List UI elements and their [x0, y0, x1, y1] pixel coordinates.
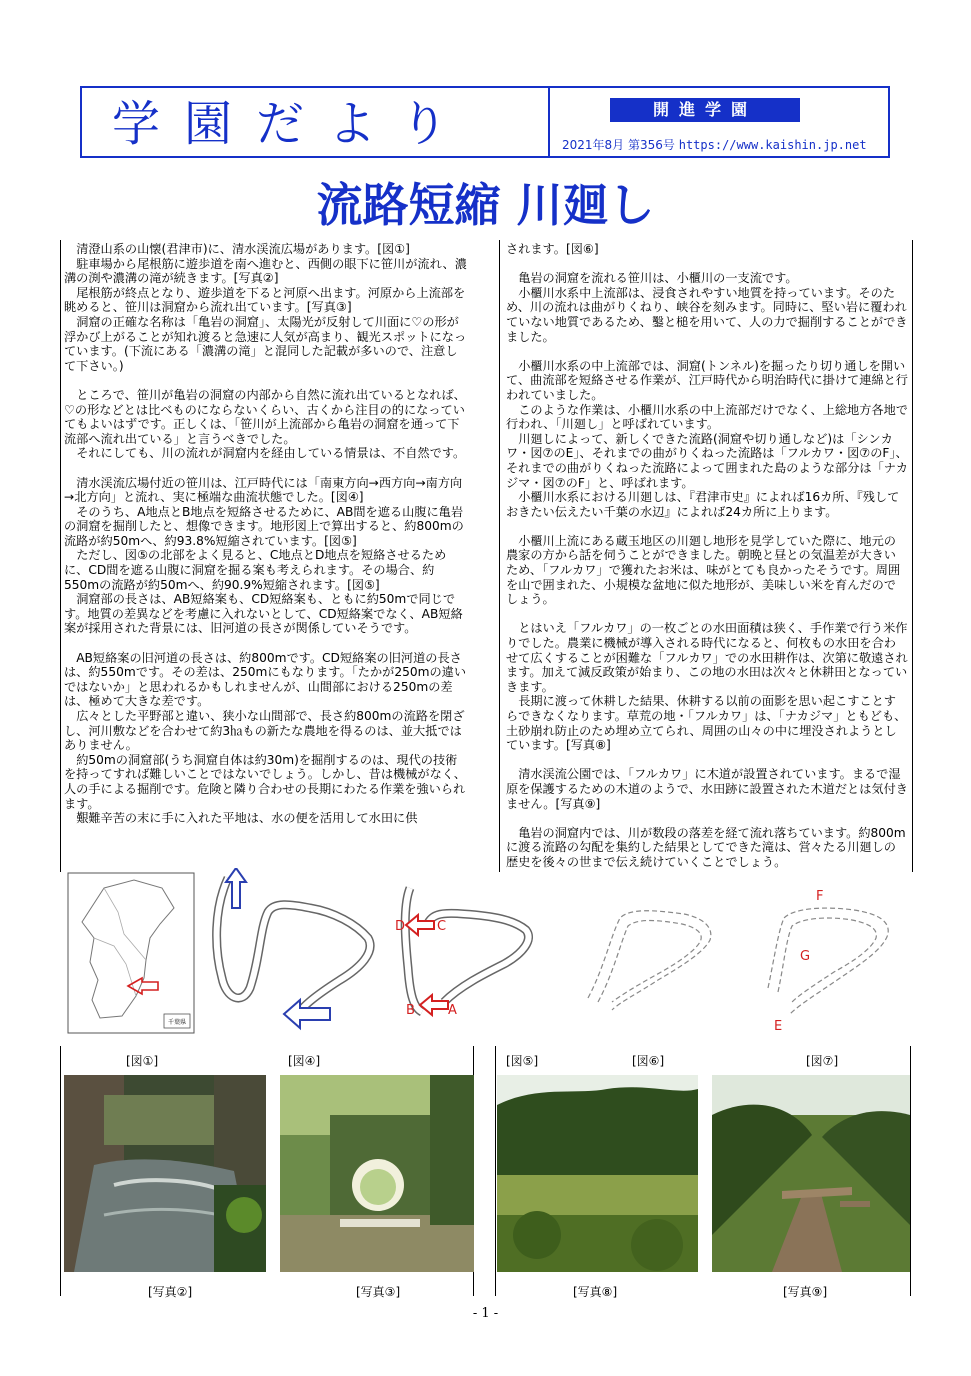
paragraph-spacer [64, 636, 469, 651]
paragraph: 小櫃川水系中上流部は、浸食されやすい地質を持っています。そのため、川の流れは曲がりくねり、峡谷を刻みます。同時に、堅い岩に覆われていない地質であるため、鑿と槌を用いて、人の力で掘削することができました。 [506, 285, 908, 344]
paragraph: 亀岩の洞窟内では、川が数段の落差を経て流れ落ちています。約800mに渡る流路の勾配を集約した結果としてできた滝は、営々たる川廻しの歴史を後々の世まで伝え続けていくことでしょう。 [506, 825, 906, 869]
paragraph: 亀岩の洞窟を流れる笹川は、小櫃川の一支流です。 [518, 271, 798, 286]
paragraph: 尾根筋が終点となり、遊歩道を下ると河原へ出ます。河原から上流部を眺めると、笹川は洞窟から流れ出ています。[写真③] [64, 285, 466, 315]
caption-photo-3: [写真③] [356, 1285, 401, 1299]
figure-4-meander [217, 868, 371, 1028]
paragraph: ただし、図⑤の北部をよく見ると、C地点とD地点を短絡させるために、CD間を遮る山腹に洞窟を掘る案も考えられます。その場合、約550mの流路が約50mへ、約90.9%短縮されます。[図⑤] [64, 548, 447, 592]
masthead [80, 86, 890, 158]
figure-6-old-channel [588, 911, 711, 1010]
caption-figure-6: [図⑥] [632, 1054, 665, 1068]
caption-figure-4: [図④] [288, 1054, 321, 1068]
paragraph-spacer [506, 257, 908, 272]
paragraph: 小櫃川水系における川廻しは、『君津市史』によれば16カ所、『残しておきたい伝えたい千葉の水辺』によれば24カ所に上ります。 [506, 490, 900, 519]
paragraph-spacer [506, 753, 908, 768]
figure-7-kawamawashi-terms [768, 889, 888, 1034]
paragraph: ところで、笹川が亀岩の洞窟の内部から自然に流れ出ているとなれば、♡の形などとは比べものにならないくらい、古くから注目の的になっていてもよいはずです。正しくは、「笹川が上流部から亀岩の洞窟を通って下流部へ流れ出ている」と言うべきでした。 [64, 387, 466, 446]
column-rule-right [912, 240, 913, 872]
caption-photo-2: [写真②] [148, 1285, 193, 1299]
issue-number: 2021年8月 第356号 [562, 138, 675, 152]
paragraph: このような作業は、小櫃川水系の中上流部だけでなく、上総地方各地で行われ、「川廻し」と呼ばれています。 [506, 402, 908, 432]
photo-rule-left [60, 1046, 61, 1296]
caption-photo-9: [写真⑨] [783, 1285, 828, 1299]
photo-3-cave-outlet [280, 1075, 474, 1272]
paragraph: 洞窟の正確な名称は「亀岩の洞窟」、太陽光が反射して川面に♡の形が浮かび上がることが知れ渡ると急速に人気が高まり、観光スポットになっています。(下流にある「濃溝の滝」と混同した記載が多いので、注意して下さい。) [64, 314, 467, 373]
paragraph-spacer [64, 373, 469, 388]
paragraph: それにしても、川の流れが洞窟内を経由している情景は、不自然です。 [76, 446, 466, 461]
paragraph: 洞窟部の長さは、AB短絡案も、CD短絡案も、ともに約50mで同じです。地質の差異などを考慮に入れないとして、CD短絡案でなく、AB短絡案が採用された背景には、旧河道の長さが関係していそうです。 [64, 592, 463, 636]
label-b: B [406, 1003, 415, 1018]
paragraph: 小櫃川水系の中上流部では、洞窟(トンネル)を掘ったり切り通しを開いて、曲流部を短絡させる作業が、江戸時代から明治時代に掛けて連綿と行われていました。 [506, 358, 908, 402]
paragraph: そのうち、A地点とB地点を短絡させるために、AB間を遮る山腹に亀岩の洞窟を掘削したと、想像できます。地形図上で算出すると、約800mの流路が約50mへ、約93.8%短縮されています。[図⑤] [64, 504, 464, 548]
page-number: - 1 - [472, 1306, 499, 1321]
map-legend-label: 千葉県 [167, 1019, 187, 1026]
paragraph: 駐車場から尾根筋に遊歩道を南へ進むと、西側の眼下に笹川が流れ、濃溝の渕や濃溝の滝が続きます。[写真②] [64, 256, 467, 286]
label-c: C [437, 919, 447, 934]
paragraph: 長期に渡って休耕した結果、休耕する以前の面影を思い起こすことすらできなくなります。草荒の地・「フルカワ」は、「ナカジマ」ともども、土砂崩れ防止のため埋め立てられ、周囲の山々の中に埋没されようとしています。[写真⑧] [506, 694, 907, 753]
paragraph: AB短絡案の旧河道の長さは、約800mです。CD短絡案の旧河道の長さは、約550mです。その差は、250mにもなります。「たかが250mの違いではないか」と思われるかもしれませんが、山間部における250mの差は、極めて大きな差です。 [64, 650, 467, 709]
caption-figure-7: [図⑦] [806, 1054, 839, 1068]
paragraph: 清水渓流広場付近の笹川は、江戸時代には「南東方向→西方向→南方向→北方向」と流れ、実に極端な曲流状態でした。[図④] [64, 475, 463, 505]
label-g: G [800, 949, 811, 964]
paragraph: 川廻しによって、新しくできた流路(洞窟や切り通しなど)は「シンカワ・図⑦のE」、それまでの曲がりくねった流路は「フルカワ・図⑦のF」、それまでの曲がりくねった流路によって囲まれた島のような部分は「ナカジマ・図⑦のF」と、呼ばれます。 [506, 431, 908, 490]
column-rule-left [60, 240, 61, 872]
caption-figure-1: [図①] [126, 1054, 159, 1068]
figure-1-map [68, 873, 194, 1033]
paragraph-spacer [506, 344, 908, 359]
flow-in-arrow-icon [226, 868, 246, 908]
paragraph: されます。[図⑥] [506, 242, 599, 256]
label-d: D [395, 919, 406, 934]
masthead-divider [548, 88, 550, 156]
label-a: A [448, 1003, 457, 1018]
paragraph-spacer [506, 519, 908, 534]
paragraph-spacer [506, 811, 908, 826]
figure-strip [64, 868, 914, 1068]
photo-rule-mid-right [495, 1046, 496, 1296]
paragraph: 小櫃川上流にある蔵玉地区の川廻し地形を見学していた際に、地元の農家の方から話を伺うことができました。朝晩と昼との気温差が大きいため、「フルカワ」で獲れたお米は、味がとても良かったそうです。周囲を山で囲まれた、小規模な盆地に似た地形が、美味しい米を育んだのでしょう。 [506, 533, 901, 607]
paragraph: とはいえ「フルカワ」の一枚ごとの水田面積は狭く、手作業で行う米作りでした。農業に機械が導入される時代になると、何枚もの水田を合わせて広くすることが困難な「フルカワ」での水田耕作は、次第に敬遠されます。加えて減反政策が始まり、この地の水田は次々と休耕田となっていきます。 [506, 621, 908, 694]
article-right-column [506, 242, 908, 872]
paragraph: 清澄山系の山懐(君津市)に、清水渓流広場があります。[図①] [76, 242, 410, 256]
school-name-badge: 開進学園 [610, 98, 800, 122]
column-rule-middle [499, 240, 500, 872]
figure-5-shortcut [395, 888, 529, 1018]
caption-figure-5: [図⑤] [506, 1054, 539, 1068]
paragraph-spacer [64, 461, 469, 476]
label-f: F [816, 889, 824, 904]
label-e: E [774, 1019, 783, 1034]
photo-rule-right [910, 1046, 911, 1296]
caption-photo-8: [写真⑧] [573, 1285, 618, 1299]
newsletter-logo: 学園だより [112, 96, 473, 152]
paragraph-spacer [506, 607, 908, 622]
website-link[interactable]: https://www.kaishin.jp.net [678, 138, 867, 152]
paragraph: 清水渓流公園では、「フルカワ」に木道が設置されています。まるで湿原を保護するための木道のようで、水田跡に設置された木道だとは気付きません。[写真⑨] [506, 767, 908, 811]
photo-2-gorge-stream [64, 1075, 266, 1272]
issue-info [562, 136, 867, 153]
paragraph: 艱難辛苦の末に手に入れた平地は、水の便を活用して水田に供 [76, 811, 418, 826]
article-left-column [64, 242, 469, 872]
article-title: 流路短縮 川廻し [316, 178, 655, 232]
paragraph: 約50mの洞窟部(うち洞窟自体は約30m)を掘削するのは、現代の技術を持ってすれば難しいことではないでしょう。しかし、昔は機械がなく、人の手による掘削です。危険と隣り合わせの長期にわたる作業を強いられます。 [64, 752, 466, 811]
paragraph: 広々とした平野部と違い、狭小な山間部で、長さ約800mの流路を閉ざし、河川敷などを合わせて約3㏊もの新たな農地を得るのは、並大抵ではありません。 [64, 709, 465, 753]
photo-8-fallow-field [497, 1075, 698, 1272]
photo-9-boardwalk [712, 1075, 910, 1272]
